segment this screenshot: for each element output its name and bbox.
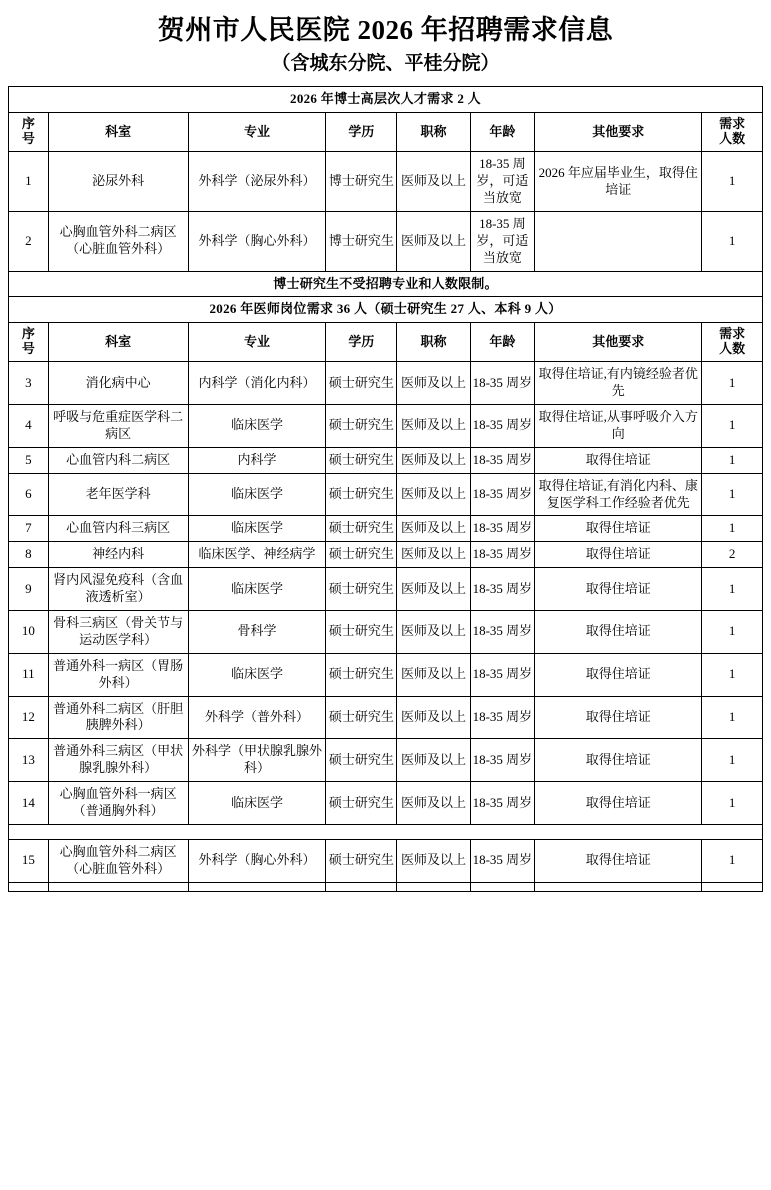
cell-no: 7	[9, 516, 49, 542]
cell-major: 内科学（消化内科）	[188, 362, 326, 405]
cell-age: 18-35 周岁	[470, 404, 535, 447]
table-row	[9, 653, 763, 696]
cell-other: 取得住培证	[535, 782, 702, 825]
cell-age: 18-35 周岁，可适当放宽	[470, 152, 535, 212]
cell-title: 医师及以上	[397, 473, 470, 516]
page-title: 贺州市人民医院 2026 年招聘需求信息	[157, 15, 614, 45]
cell-major: 临床医学	[188, 653, 326, 696]
cell-dept: 心胸血管外科一病区（普通胸外科）	[48, 782, 188, 825]
recruitment-table-doctoral	[8, 86, 763, 891]
note-row	[9, 271, 763, 297]
cell-other: 取得住培证	[535, 611, 702, 654]
cell-major: 外科学（甲状腺乳腺外科）	[188, 739, 326, 782]
cell-no: 9	[9, 568, 49, 611]
cell-major: 外科学（泌尿外科）	[188, 152, 326, 212]
cell-dept: 心胸血管外科二病区（心脏血管外科）	[48, 211, 188, 271]
cell-title: 医师及以上	[397, 404, 470, 447]
cell-dept: 老年医学科	[48, 473, 188, 516]
cell-age: 18-35 周岁	[470, 782, 535, 825]
cell-major: 临床医学	[188, 516, 326, 542]
column-header-major: 专业	[188, 113, 326, 152]
table-row	[9, 447, 763, 473]
cell-title: 医师及以上	[397, 516, 470, 542]
cell-major: 内科学	[188, 447, 326, 473]
section-heading-row	[9, 87, 763, 113]
cell-count: 1	[702, 473, 763, 516]
cell-major: 外科学（普外科）	[188, 696, 326, 739]
cell-count: 1	[702, 152, 763, 212]
cell-other	[535, 882, 702, 891]
cell-count: 1	[702, 696, 763, 739]
cell-major: 临床医学	[188, 404, 326, 447]
column-header-edu: 学历	[326, 323, 397, 362]
cell-age: 18-35 周岁	[470, 568, 535, 611]
cell-count: 1	[702, 839, 763, 882]
cell-dept: 骨科三病区（骨关节与运动医学科）	[48, 611, 188, 654]
cell-count: 1	[702, 782, 763, 825]
table-row	[9, 782, 763, 825]
cell-major: 临床医学、神经病学	[188, 542, 326, 568]
cell-edu: 硕士研究生	[326, 782, 397, 825]
cell-edu: 硕士研究生	[326, 542, 397, 568]
page-subtitle: （含城东分院、平桂分院）	[271, 52, 500, 74]
cell-other: 取得住培证	[535, 653, 702, 696]
table-header-row	[9, 113, 763, 152]
table-header-row	[9, 323, 763, 362]
cell-edu: 博士研究生	[326, 152, 397, 212]
cell-age: 18-35 周岁	[470, 739, 535, 782]
cell-age: 18-35 周岁	[470, 542, 535, 568]
cell-age: 18-35 周岁	[470, 516, 535, 542]
cell-title: 医师及以上	[397, 782, 470, 825]
column-header-age: 年龄	[470, 113, 535, 152]
cell-edu: 硕士研究生	[326, 362, 397, 405]
cell-title: 医师及以上	[397, 696, 470, 739]
row-spacer	[9, 824, 763, 839]
cell-no: 15	[9, 839, 49, 882]
column-header-dept: 科室	[48, 113, 188, 152]
cell-major: 临床医学	[188, 473, 326, 516]
section-heading-row	[9, 297, 763, 323]
column-header-other: 其他要求	[535, 113, 702, 152]
column-header-major: 专业	[188, 323, 326, 362]
cell-count: 1	[702, 516, 763, 542]
cell-edu: 硕士研究生	[326, 473, 397, 516]
cell-age: 18-35 周岁	[470, 653, 535, 696]
cell-dept: 肾内风湿免疫科（含血液透析室）	[48, 568, 188, 611]
column-header-count: 需求 人数	[702, 323, 763, 362]
cell-edu	[326, 882, 397, 891]
cell-title: 医师及以上	[397, 542, 470, 568]
cell-dept: 心胸血管外科二病区（心脏血管外科）	[48, 839, 188, 882]
cell-count: 1	[702, 739, 763, 782]
cell-other: 取得住培证	[535, 516, 702, 542]
cell-count: 1	[702, 611, 763, 654]
table-row	[9, 882, 763, 891]
cell-dept: 普通外科三病区（甲状腺乳腺外科）	[48, 739, 188, 782]
column-header-title: 职称	[397, 323, 470, 362]
cell-count: 1	[702, 447, 763, 473]
cell-no: 4	[9, 404, 49, 447]
column-header-edu: 学历	[326, 113, 397, 152]
cell-major: 临床医学	[188, 568, 326, 611]
column-header-count: 需求 人数	[702, 113, 763, 152]
cell-age: 18-35 周岁	[470, 447, 535, 473]
cell-dept: 呼吸与危重症医学科二病区	[48, 404, 188, 447]
column-header-no: 序 号	[9, 113, 49, 152]
cell-edu: 硕士研究生	[326, 447, 397, 473]
column-header-age: 年龄	[470, 323, 535, 362]
cell-no: 2	[9, 211, 49, 271]
cell-edu: 硕士研究生	[326, 404, 397, 447]
cell-no: 1	[9, 152, 49, 212]
cell-other: 取得住培证	[535, 568, 702, 611]
cell-edu: 硕士研究生	[326, 739, 397, 782]
cell-age: 18-35 周岁	[470, 473, 535, 516]
cell-title: 医师及以上	[397, 653, 470, 696]
cell-no	[9, 882, 49, 891]
cell-other: 取得住培证,有消化内科、康复医学科工作经验者优先	[535, 473, 702, 516]
cell-other: 取得住培证,从事呼吸介入方向	[535, 404, 702, 447]
cell-title: 医师及以上	[397, 568, 470, 611]
cell-title: 医师及以上	[397, 211, 470, 271]
cell-other: 取得住培证	[535, 696, 702, 739]
column-header-other: 其他要求	[535, 323, 702, 362]
cell-title: 医师及以上	[397, 152, 470, 212]
cell-edu: 硕士研究生	[326, 611, 397, 654]
table-row	[9, 568, 763, 611]
cell-title: 医师及以上	[397, 611, 470, 654]
cell-no: 5	[9, 447, 49, 473]
section-heading: 2026 年博士高层次人才需求 2 人	[9, 87, 763, 113]
cell-major	[188, 882, 326, 891]
cell-other	[535, 211, 702, 271]
cell-age: 18-35 周岁	[470, 611, 535, 654]
cell-no: 14	[9, 782, 49, 825]
cell-age: 18-35 周岁，可适当放宽	[470, 211, 535, 271]
cell-edu: 硕士研究生	[326, 516, 397, 542]
cell-major: 骨科学	[188, 611, 326, 654]
cell-dept: 泌尿外科	[48, 152, 188, 212]
cell-age: 18-35 周岁	[470, 362, 535, 405]
section-heading: 2026 年医师岗位需求 36 人（硕士研究生 27 人、本科 9 人）	[9, 297, 763, 323]
table-row	[9, 473, 763, 516]
cell-dept: 普通外科一病区（胃肠外科）	[48, 653, 188, 696]
column-header-dept: 科室	[48, 323, 188, 362]
cell-other: 取得住培证	[535, 839, 702, 882]
cell-edu: 硕士研究生	[326, 696, 397, 739]
cell-age	[470, 882, 535, 891]
cell-no: 3	[9, 362, 49, 405]
table-row	[9, 516, 763, 542]
cell-edu: 硕士研究生	[326, 839, 397, 882]
table-row	[9, 211, 763, 271]
cell-age: 18-35 周岁	[470, 839, 535, 882]
table-row	[9, 404, 763, 447]
cell-count: 1	[702, 404, 763, 447]
cell-no: 10	[9, 611, 49, 654]
cell-no: 13	[9, 739, 49, 782]
cell-no: 8	[9, 542, 49, 568]
cell-no: 11	[9, 653, 49, 696]
table-row	[9, 739, 763, 782]
table-row	[9, 152, 763, 212]
cell-other: 取得住培证	[535, 739, 702, 782]
cell-age: 18-35 周岁	[470, 696, 535, 739]
section-note: 博士研究生不受招聘专业和人数限制。	[9, 271, 763, 297]
cell-no: 12	[9, 696, 49, 739]
cell-other: 2026 年应届毕业生，取得住培证	[535, 152, 702, 212]
table-row	[9, 839, 763, 882]
column-header-no: 序 号	[9, 323, 49, 362]
cell-count: 1	[702, 568, 763, 611]
cell-title: 医师及以上	[397, 362, 470, 405]
table-row	[9, 696, 763, 739]
cell-title: 医师及以上	[397, 839, 470, 882]
cell-title: 医师及以上	[397, 739, 470, 782]
table-row	[9, 362, 763, 405]
cell-other: 取得住培证,有内镜经验者优先	[535, 362, 702, 405]
cell-dept: 神经内科	[48, 542, 188, 568]
cell-count: 2	[702, 542, 763, 568]
cell-dept: 心血管内科二病区	[48, 447, 188, 473]
cell-major: 外科学（胸心外科）	[188, 839, 326, 882]
cell-other: 取得住培证	[535, 447, 702, 473]
cell-dept	[48, 882, 188, 891]
cell-count	[702, 882, 763, 891]
table-row	[9, 542, 763, 568]
cell-dept: 普通外科二病区（肝胆胰脾外科）	[48, 696, 188, 739]
cell-count: 1	[702, 211, 763, 271]
cell-edu: 博士研究生	[326, 211, 397, 271]
cell-edu: 硕士研究生	[326, 653, 397, 696]
cell-no: 6	[9, 473, 49, 516]
cell-major: 外科学（胸心外科）	[188, 211, 326, 271]
cell-dept: 心血管内科三病区	[48, 516, 188, 542]
cell-count: 1	[702, 362, 763, 405]
cell-major: 临床医学	[188, 782, 326, 825]
cell-count: 1	[702, 653, 763, 696]
cell-edu: 硕士研究生	[326, 568, 397, 611]
cell-dept: 消化病中心	[48, 362, 188, 405]
cell-other: 取得住培证	[535, 542, 702, 568]
cell-title: 医师及以上	[397, 447, 470, 473]
cell-title	[397, 882, 470, 891]
table-row	[9, 611, 763, 654]
column-header-title: 职称	[397, 113, 470, 152]
